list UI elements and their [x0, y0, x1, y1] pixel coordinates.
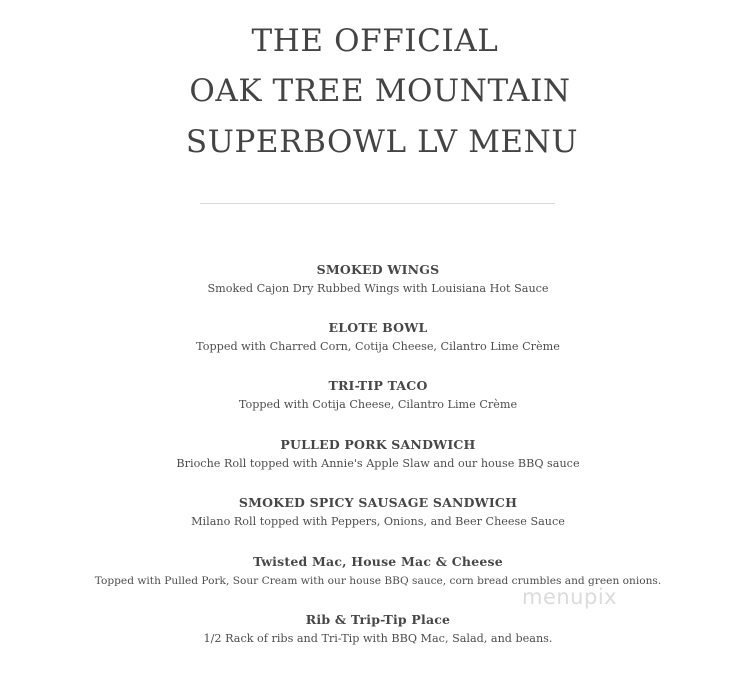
- menu-item-name: PULLED PORK SANDWICH: [280, 437, 476, 452]
- menu-title-line-3: SUPERBOWL LV MENU: [185, 124, 579, 160]
- title-divider: [200, 203, 555, 204]
- menu-item-smoked-wings: [0, 262, 756, 296]
- menu-item-name: Rib & Trip-Tip Place: [305, 612, 451, 627]
- menu-item-description: Topped with Pulled Pork, Sour Cream with our house BBQ sauce, corn bread crumbles and green onions.: [94, 575, 662, 587]
- menu-title-line-2: OAK TREE MOUNTAIN: [189, 73, 571, 109]
- menu-item-name: SMOKED SPICY SAUSAGE SANDWICH: [238, 495, 518, 510]
- menu-item-twisted-mac: [0, 554, 756, 588]
- menu-item-name: SMOKED WINGS: [316, 262, 440, 277]
- menu-item-description: Milano Roll topped with Peppers, Onions, and Beer Cheese Sauce: [191, 515, 565, 528]
- menupix-watermark: menupix: [522, 585, 618, 609]
- menu-item-name: ELOTE BOWL: [328, 320, 428, 335]
- menu-item-elote-bowl: [0, 320, 756, 354]
- menu-item-tri-tip-taco: [0, 378, 756, 412]
- menu-item-description: 1/2 Rack of ribs and Tri-Tip with BBQ Mac, Salad, and beans.: [203, 632, 553, 645]
- menu-item-smoked-spicy-sausage-sandwich: [0, 495, 756, 529]
- menu-item-name: Twisted Mac, House Mac & Cheese: [253, 554, 503, 569]
- menu-item-rib-trip-tip-place: [0, 612, 756, 646]
- menu-item-description: Brioche Roll topped with Annie's Apple Slaw and our house BBQ sauce: [176, 457, 580, 470]
- menu-item-description: Topped with Cotija Cheese, Cilantro Lime Crème: [238, 398, 518, 411]
- menu-item-name: TRI-TIP TACO: [328, 378, 428, 393]
- menu-item-pulled-pork-sandwich: [0, 437, 756, 471]
- menu-item-description: Smoked Cajon Dry Rubbed Wings with Louisiana Hot Sauce: [207, 282, 549, 295]
- menu-title-line-1: THE OFFICIAL: [251, 23, 499, 59]
- menu-item-description: Topped with Charred Corn, Cotija Cheese, Cilantro Lime Crème: [196, 340, 560, 353]
